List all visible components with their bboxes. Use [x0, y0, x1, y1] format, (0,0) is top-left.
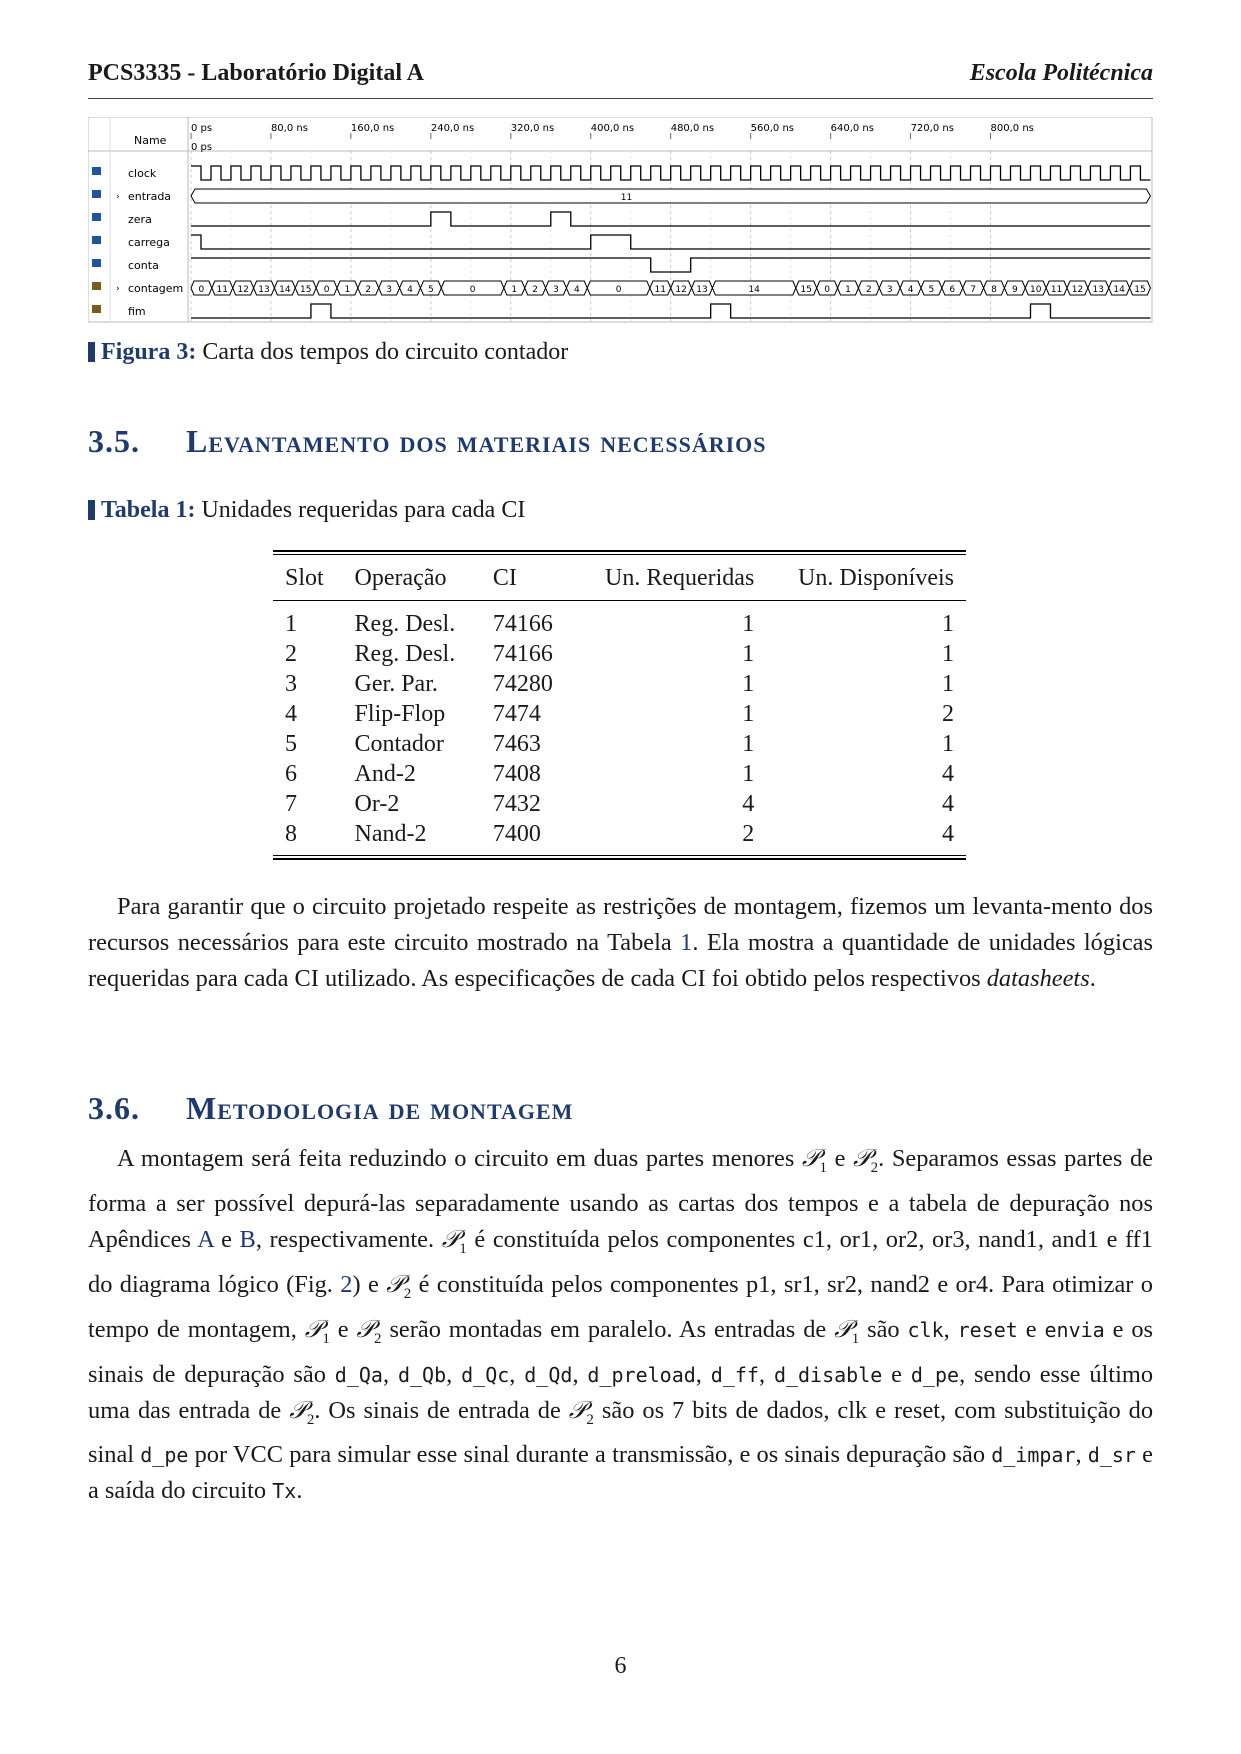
contagem-bus-value: 2	[365, 285, 372, 295]
table-cell: 74166	[492, 611, 553, 637]
table-cell: 1	[742, 611, 755, 637]
code-d-pe: d_pe	[910, 1362, 960, 1387]
entrada-port-icon	[92, 190, 101, 198]
table-ref-link[interactable]: 1	[680, 929, 693, 956]
p-subscript: 1	[322, 1330, 330, 1347]
table-row	[273, 819, 966, 849]
table-cell: 4	[942, 761, 954, 787]
time-tick-label: 480,0 ns	[670, 123, 715, 134]
code-d-qb: d_Qb	[397, 1362, 447, 1387]
p-symbol: 𝒫	[289, 1396, 307, 1424]
time-tick-label: 80,0 ns	[270, 123, 308, 134]
table-cell: 4	[942, 821, 954, 847]
para-text: é constituída pelos componentes p1, sr1, sr2, nand2 e or4. Para otimizar o tempo de montagem,	[88, 1270, 1153, 1343]
para-text: e	[1017, 1315, 1045, 1343]
para-text: e	[213, 1225, 240, 1253]
p-subscript: 2	[870, 1159, 879, 1176]
p-subscript: 1	[819, 1159, 828, 1176]
code-d-qd: d_Qd	[524, 1362, 573, 1387]
table-cell: 7408	[492, 761, 541, 787]
contagem-bus-value: 11	[1050, 285, 1063, 295]
table-cell: 7463	[492, 731, 541, 757]
figure-caption	[88, 339, 568, 366]
time-tick-label: 240,0 ns	[430, 123, 475, 134]
signal-name-fim: fim	[128, 305, 146, 318]
para-emphasis: datasheets	[986, 965, 1090, 992]
table-cell: 7	[285, 791, 297, 817]
table-cell: Reg. Desl.	[354, 641, 456, 667]
time-tick-label: 160,0 ns	[350, 123, 395, 134]
contagem-bus-value: 3	[886, 285, 893, 295]
time-tick-label: 400,0 ns	[590, 123, 635, 134]
contagem-bus-value: 1	[511, 285, 518, 295]
contagem-bus-value: 5	[427, 285, 434, 295]
table-header-row	[273, 555, 966, 600]
appendix-a-link[interactable]: A	[197, 1225, 214, 1253]
para-text: e	[329, 1315, 357, 1343]
p-subscript: 2	[403, 1285, 412, 1302]
col-header: Un. Requeridas	[604, 565, 755, 591]
col-header: Operação	[354, 565, 447, 591]
p-subscript: 2	[306, 1411, 315, 1428]
entrada-bus-value: 11	[620, 193, 633, 203]
contagem-bus-value: 15	[299, 285, 312, 295]
col-header: CI	[492, 565, 517, 591]
col-header: Un. Disponíveis	[798, 565, 954, 591]
table-row	[273, 669, 966, 699]
table-cell: 1	[285, 611, 297, 637]
table-cell: 1	[942, 731, 954, 757]
zera-port-icon	[92, 213, 101, 221]
para-text: serão montadas em paralelo. As entradas de	[381, 1315, 835, 1343]
table-row	[273, 789, 966, 819]
table-row	[273, 639, 966, 669]
header-rule	[88, 98, 1153, 99]
contagem-bus-value: 0	[615, 285, 622, 295]
materials-table	[273, 555, 966, 849]
code-d-ff: d_ff	[710, 1362, 759, 1387]
p-symbol: 𝒫	[304, 1315, 323, 1343]
caption-marker	[88, 500, 95, 520]
contagem-bus-value: 14	[279, 285, 291, 295]
signal-name-entrada: entrada	[128, 190, 172, 203]
table-caption-text: Unidades requeridas para cada CI	[201, 497, 526, 523]
table-cell: 1	[742, 641, 755, 667]
time-tick-label: 0 ps	[191, 123, 213, 134]
table-cell: 7432	[492, 791, 541, 817]
contagem-bus-value: 8	[991, 285, 997, 295]
contagem-port-icon	[92, 282, 101, 290]
header-school: Escola Politécnica	[969, 60, 1153, 86]
code-d-disable: d_disable	[773, 1362, 883, 1387]
contagem-bus-value: 9	[1011, 285, 1018, 295]
contagem-bus-value: 15	[800, 285, 813, 295]
table-cell: 2	[942, 701, 954, 727]
code-d-qc: d_Qc	[461, 1362, 510, 1387]
paragraph-materials	[88, 889, 1153, 997]
contagem-bus-value: 10	[1029, 285, 1042, 295]
table-cell: Flip-Flop	[354, 701, 446, 727]
p-subscript: 2	[374, 1330, 382, 1347]
contagem-bus-value: 1	[845, 285, 851, 295]
code-d-preload: d_preload	[587, 1362, 696, 1387]
para-text: e	[882, 1360, 911, 1388]
clock-port-icon	[92, 167, 101, 175]
table-cell: 1	[942, 611, 954, 637]
code-envia: envia	[1044, 1317, 1105, 1342]
contagem-bus-value: 11	[216, 285, 229, 295]
contagem-bus-value: 6	[949, 285, 956, 295]
figure-caption-text: Carta dos tempos do circuito contador	[202, 339, 569, 365]
contagem-bus-value: 13	[1092, 285, 1105, 295]
section-title: Levantamento dos materiais necessários	[186, 423, 767, 459]
signal-name-contagem: contagem	[128, 282, 184, 295]
para-text: Para garantir que o circuito projetado respeite as restrições de montagem, fizemos um levanta-mento dos recursos necessários para este circuito mostrado na Tabela	[88, 893, 1153, 956]
para-text: . Ela mostra a quantidade de unidades lógicas requeridas para cada CI utilizado. As especificações de cada CI foi obtido pelos respectivos	[88, 929, 1153, 992]
para-text: .	[296, 1477, 303, 1505]
table-cell: 7400	[492, 821, 541, 847]
table-row	[273, 759, 966, 789]
contagem-bus-value: 13	[696, 285, 708, 295]
contagem-bus-value: 0	[198, 285, 205, 295]
col-header: Slot	[285, 565, 324, 591]
para-text: .	[1089, 965, 1096, 992]
para-text: e os sinais de depuração são	[88, 1315, 1154, 1388]
figure-ref-link[interactable]: 2	[340, 1270, 353, 1298]
contagem-bus-value: 2	[532, 285, 539, 295]
code-d-impar: d_impar	[991, 1443, 1076, 1468]
time-tick-label: 560,0 ns	[750, 123, 795, 134]
table-cell: 1	[742, 671, 755, 697]
table-cell: 1	[942, 671, 954, 697]
contagem-bus-value: 3	[553, 285, 559, 295]
contagem-bus-value: 12	[237, 285, 249, 295]
p-symbol: 𝒫	[441, 1225, 460, 1253]
fim-port-icon	[92, 305, 101, 313]
contagem-bus-value: 12	[675, 285, 687, 295]
conta-port-icon	[92, 259, 101, 267]
table-cell: 1	[742, 701, 755, 727]
para-text: , respectivamente.	[255, 1225, 442, 1253]
p-symbol: 𝒫	[568, 1396, 587, 1424]
table-cell: Reg. Desl.	[354, 611, 456, 637]
contagem-bus-value: 3	[386, 285, 393, 295]
para-text: . Separamos essas partes de forma a ser possível depurá-las separadamente usando as cartas dos tempos e a tabela de depuração nos Apêndices	[88, 1145, 1153, 1253]
signal-name-zera: zera	[128, 213, 152, 226]
table-cell: 5	[285, 731, 297, 757]
paragraph-methodology: A montagem será feita reduzindo o circuito em duas partes menores 𝒫$_1$ e 𝒫$_2$. Separamos essas partes de forma a ser possível depurá-las separadamente usando as cartas dos tempos e a tabela de depuração nos Apêndices A e B, respectivamente. 𝒫$_1$ é constituída pelos componentes c1, or1, or2, or3, nand1, and1 e ff1 do diagrama lógico (Fig. 2) e 𝒫$_2$ é constituída pelos componentes p1, sr1, sr2, nand2 e or4. Para otimizar o tempo de montagem, 𝒫$_1$ e 𝒫$_2$ serão montadas em paralelo. As entradas de 𝒫$_1$ são clk, reset e envia e os sinais de depuração são d_Qa, d_Qb, d_Qc, d_Qd, d_preload, d_ff, d_disable e d_pe, sendo esse último uma das entrada de 𝒫$_2$. Os sinais de entrada de 𝒫$_2$ são os 7 bits de dados, clk e reset, com substituição do sinal d_pe por VCC para simular esse sinal durante a transmissão, e os sinais depuração são d_impar, d_sr e a saída do circuito Tx.	[88, 1145, 1154, 1505]
contagem-bus-value: 14	[748, 285, 760, 295]
para-text: A montagem será feita reduzindo o circuito em duas partes menores	[117, 1145, 802, 1172]
table-cell: 74166	[492, 641, 553, 667]
para-text: e a saída do circuito	[88, 1441, 1153, 1505]
waveform-chart	[88, 117, 1153, 323]
table-cell: 2	[742, 821, 755, 847]
table-bottomrule-2	[273, 858, 966, 860]
table-cell: 2	[285, 641, 297, 667]
contagem-bus-value: 12	[1071, 285, 1084, 295]
p-symbol: 𝒫	[801, 1145, 820, 1172]
code-clk: clk	[907, 1317, 944, 1342]
code-d-sr: d_sr	[1087, 1443, 1136, 1468]
table-cell: 4	[285, 701, 297, 727]
table-row	[273, 729, 966, 759]
contagem-bus-value: 0	[469, 285, 476, 295]
contagem-bus-value: 13	[258, 285, 270, 295]
p-symbol: 𝒫	[853, 1145, 871, 1172]
table-cell: 8	[285, 821, 297, 847]
p-symbol: 𝒫	[834, 1315, 852, 1343]
appendix-b-link[interactable]: B	[239, 1225, 256, 1253]
section-3-5-heading	[88, 423, 767, 460]
section-number: 3.6.	[88, 1090, 140, 1126]
table-cell: 4	[742, 791, 755, 817]
section-title: Metodologia de montagem	[186, 1090, 574, 1126]
table-cell: 74280	[492, 671, 553, 697]
para-text: por VCC para simular esse sinal durante a transmissão, e os sinais depuração são	[188, 1441, 992, 1469]
para-text: ) e	[352, 1270, 387, 1298]
p-symbol: 𝒫	[356, 1315, 375, 1343]
contagem-bus-value: 0	[323, 285, 330, 295]
p-subscript: 2	[586, 1411, 594, 1428]
page-number: 6	[614, 1653, 627, 1679]
table-cell: 7474	[492, 701, 541, 727]
table-cell: And-2	[354, 761, 416, 787]
contagem-bus-value: 7	[970, 285, 977, 295]
p-symbol: 𝒫	[386, 1270, 404, 1298]
section-3-6-heading	[88, 1090, 573, 1127]
expand-arrow-icon: ›	[116, 284, 120, 294]
table-container	[273, 550, 966, 860]
contagem-bus-value: 4	[907, 285, 914, 295]
table-cell: Nand-2	[354, 821, 427, 847]
para-text: é constituída pelos componentes c1, or1, or2, or3, nand1, and1 e ff1 do diagrama lógico (Fig.	[88, 1225, 1153, 1298]
carrega-port-icon	[92, 236, 101, 244]
table-cell: Or-2	[354, 791, 400, 817]
table-cell: 1	[742, 761, 755, 787]
p-subscript: 1	[459, 1240, 467, 1257]
contagem-bus-value: 4	[407, 285, 413, 295]
section-number: 3.5.	[88, 423, 140, 459]
table-row	[273, 609, 966, 639]
time-tick-label: 320,0 ns	[510, 123, 555, 134]
para-text: , sendo esse último uma das entrada de	[88, 1360, 1154, 1424]
contagem-bus-value: 5	[928, 285, 935, 295]
table-caption	[88, 497, 525, 524]
contagem-bus-value: 11	[654, 285, 667, 295]
table-cell: 3	[285, 671, 297, 697]
header-course: PCS3335 - Laboratório Digital A	[88, 60, 424, 86]
code-tx: Tx	[272, 1479, 297, 1504]
expand-arrow-icon: ›	[116, 192, 120, 202]
signal-name-conta: conta	[128, 259, 159, 272]
p-subscript: 1	[851, 1330, 860, 1347]
table-caption-label: Tabela 1:	[101, 497, 196, 523]
code-d-pe: d_pe	[140, 1443, 189, 1468]
table-cell: 1	[742, 731, 755, 757]
table-cell: 4	[942, 791, 954, 817]
para-text: são os 7 bits de dados, clk e reset, com substituição do sinal	[88, 1396, 1154, 1469]
table-cell: Ger. Par.	[354, 671, 438, 697]
contagem-bus-value: 0	[824, 285, 831, 295]
table-row	[273, 699, 966, 729]
time-tick-label: 800,0 ns	[990, 123, 1034, 134]
entrada-bus-segment	[191, 189, 1150, 203]
signal-name-clock: clock	[128, 167, 157, 180]
contagem-bus-value: 2	[865, 285, 872, 295]
para-text: são	[859, 1315, 908, 1343]
table-cell: Contador	[354, 731, 444, 757]
para-text: . Os sinais de entrada de	[314, 1396, 569, 1424]
contagem-bus-value: 4	[573, 285, 580, 295]
table-cell: 1	[942, 641, 954, 667]
contagem-bus-value: 14	[1113, 285, 1125, 295]
code-reset: reset	[957, 1317, 1018, 1342]
contagem-bus-value: 1	[344, 285, 351, 295]
table-cell: 6	[285, 761, 297, 787]
table-midrule	[273, 600, 966, 601]
caption-marker	[88, 342, 95, 362]
para-text: e	[827, 1145, 854, 1172]
code-d-qa: d_Qa	[334, 1362, 383, 1387]
cursor-time-label: 0 ps	[191, 142, 213, 153]
name-column-header: Name	[134, 134, 167, 147]
time-tick-label: 640,0 ns	[830, 123, 874, 134]
signal-name-carrega: carrega	[128, 236, 170, 249]
contagem-bus-value: 15	[1134, 285, 1146, 295]
figure-caption-label: Figura 3:	[101, 339, 197, 365]
time-tick-label: 720,0 ns	[910, 123, 954, 134]
